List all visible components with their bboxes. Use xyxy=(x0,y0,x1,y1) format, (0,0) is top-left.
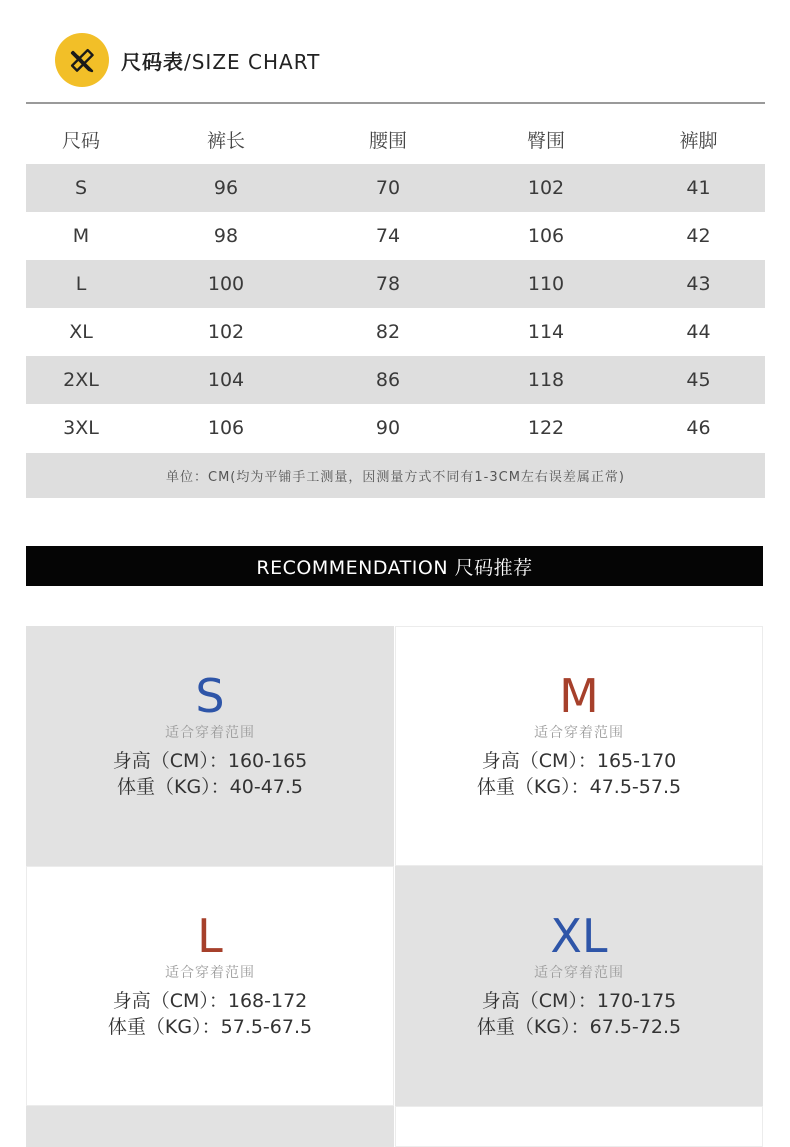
column-header: 裤长 xyxy=(206,129,245,152)
height-range: 身高（CM）：165-170 xyxy=(481,750,677,772)
recommendation-card-s xyxy=(26,626,394,866)
table-row xyxy=(26,164,765,212)
table-header-row xyxy=(26,114,765,164)
table-row xyxy=(26,404,765,452)
table-cell: 41 xyxy=(686,177,711,199)
table-cell: 106 xyxy=(527,225,565,247)
page-title xyxy=(121,46,320,75)
weight-range: 体重（KG）：47.5-57.5 xyxy=(476,776,682,798)
table-cell: 3XL xyxy=(63,417,99,439)
height-range: 身高（CM）：160-165 xyxy=(112,750,308,772)
table-cell: 82 xyxy=(375,321,401,343)
table-cell: 106 xyxy=(207,417,245,439)
table-row xyxy=(26,308,765,356)
table-cell: M xyxy=(72,225,90,247)
table-cell: 78 xyxy=(375,273,401,295)
table-cell: 70 xyxy=(375,177,401,199)
table-row xyxy=(26,356,765,404)
weight-range: 体重（KG）：40-47.5 xyxy=(116,776,304,798)
recommendation-card-l xyxy=(26,866,394,1106)
size-letter: S xyxy=(195,669,225,723)
recommendation-card-partial xyxy=(26,1106,394,1147)
size-letter: L xyxy=(197,909,223,963)
table-cell: 2XL xyxy=(63,369,99,391)
table-cell: XL xyxy=(69,321,93,343)
table-cell: S xyxy=(74,177,88,199)
recommendation-banner: RECOMMENDATION 尺码推荐 xyxy=(26,546,763,586)
column-header: 臀围 xyxy=(526,129,565,152)
table-cell: 96 xyxy=(213,177,239,199)
table-cell: 42 xyxy=(686,225,711,247)
fit-range-label: 适合穿着范围 xyxy=(165,965,255,981)
size-table xyxy=(26,114,765,452)
height-range: 身高（CM）：170-175 xyxy=(481,990,677,1012)
fit-range-label: 适合穿着范围 xyxy=(165,725,255,741)
table-cell: 43 xyxy=(686,273,711,295)
table-cell: 86 xyxy=(375,369,401,391)
fit-range-label: 适合穿着范围 xyxy=(534,725,624,741)
table-cell: 118 xyxy=(527,369,565,391)
table-cell: 102 xyxy=(207,321,245,343)
table-row xyxy=(26,212,765,260)
table-cell: 46 xyxy=(686,417,711,439)
header-divider xyxy=(26,102,765,104)
table-cell: 122 xyxy=(527,417,565,439)
ruler-pencil-icon xyxy=(55,33,109,87)
table-cell: 90 xyxy=(375,417,401,439)
table-cell: L xyxy=(75,273,87,295)
fit-range-label: 适合穿着范围 xyxy=(534,965,624,981)
size-letter: M xyxy=(559,669,599,723)
table-row xyxy=(26,260,765,308)
measurement-note: 单位：CM(均为平铺手工测量，因测量方式不同有1-3CM左右误差属正常) xyxy=(26,453,765,498)
title-en: /SIZE CHART xyxy=(184,49,321,74)
recommendation-card-xl xyxy=(395,866,763,1106)
recommendation-card-m xyxy=(395,626,763,866)
table-cell: 98 xyxy=(213,225,239,247)
recommendation-grid xyxy=(26,626,763,1147)
title-cn: 尺码表 xyxy=(121,49,184,74)
weight-range: 体重（KG）：57.5-67.5 xyxy=(107,1016,313,1038)
table-cell: 100 xyxy=(207,273,245,295)
table-cell: 102 xyxy=(527,177,565,199)
height-range: 身高（CM）：168-172 xyxy=(112,990,308,1012)
table-cell: 104 xyxy=(207,369,245,391)
table-cell: 114 xyxy=(527,321,565,343)
column-header: 裤脚 xyxy=(679,129,718,152)
recommendation-card-partial xyxy=(395,1106,763,1147)
table-cell: 74 xyxy=(375,225,401,247)
size-letter: XL xyxy=(550,909,608,963)
column-header: 尺码 xyxy=(61,129,100,152)
column-header: 腰围 xyxy=(368,129,407,152)
size-chart-header xyxy=(55,33,320,87)
table-cell: 44 xyxy=(686,321,711,343)
table-cell: 45 xyxy=(686,369,711,391)
weight-range: 体重（KG）：67.5-72.5 xyxy=(476,1016,682,1038)
table-cell: 110 xyxy=(527,273,565,295)
